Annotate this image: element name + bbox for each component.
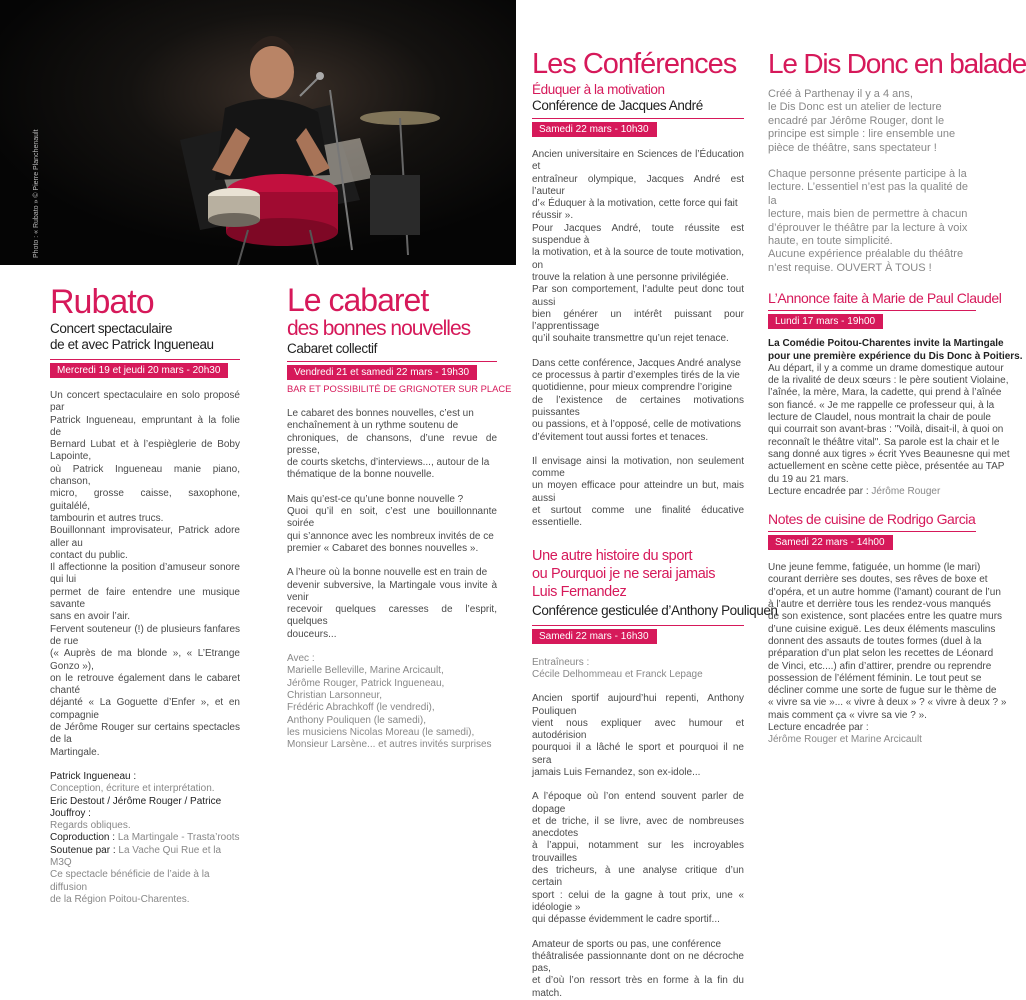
text-line: Au départ, il y a comme un drame domestique autour <box>768 362 1004 374</box>
text-line: des tricheurs, à une analyse critique d’un certain <box>532 865 744 889</box>
notes-description <box>768 562 1007 746</box>
credits-names-role: Regards obliques. <box>50 820 131 832</box>
text-line: Il envisage ainsi la motivation, non seulement comme <box>532 455 744 480</box>
cast-label: Avec : <box>287 653 315 665</box>
text-line: Il affectionne la position d’amuseur sonore qui lui <box>50 562 240 586</box>
rubato-subtitle-2: de et avec Patrick Ingueneau <box>50 337 214 352</box>
text-line: et d’où l’on ressort très en forme à la fin du match. <box>532 975 744 999</box>
text-line: Aucune expérience préalable du théâtre <box>768 248 964 261</box>
conference-2-title-3: Luis Fernandez <box>532 583 627 600</box>
conference-2-title-1: Une autre histoire du sport <box>532 547 693 564</box>
text-line: son fiancé. « Je me rappelle ce professeur qui, à la <box>768 399 995 411</box>
rubato-credits <box>50 771 240 906</box>
conference-1-subtitle: Éduquer à la motivation <box>532 82 665 97</box>
text-line: principe est simple : lire ensemble une <box>768 128 956 141</box>
cabaret-subtitle: Cabaret collectif <box>287 341 377 356</box>
text-line: d’évitement tout aussi fortes et tenaces. <box>532 431 709 443</box>
text-line: permet de faire entendre une musique savante <box>50 586 240 611</box>
conference-2-description <box>532 693 744 1000</box>
cabaret-date-bar: Vendredi 21 et samedi 22 mars - 19h30 <box>287 365 477 380</box>
text-line: thématique de la bonne nouvelle. <box>287 469 435 481</box>
balade-title: Le Dis Donc en balade <box>768 48 1026 79</box>
text-line: Quoi qu’il en soit, c’est une bouillonnante soirée <box>287 506 497 530</box>
text-line: premier « Cabaret des bonnes nouvelles ». <box>287 542 479 554</box>
trainers-names: Cécile Delhommeau et Franck Lepage <box>532 668 703 680</box>
trainers-label: Entraîneurs : <box>532 656 590 668</box>
text-line: à l’appui, notamment sur les incroyables trouvailles <box>532 840 744 864</box>
text-line: théâtralisée passionnante dont on ne décroche pas, <box>532 950 744 975</box>
cast-line: Frédéric Abrachkoff (le vendredi), <box>287 702 435 714</box>
text-line: encadré par Jérôme Rouger, dont le <box>768 114 945 127</box>
photo-illustration <box>0 0 516 265</box>
photo-credit: Photo : « Rubato » © Pierre Planchenault <box>33 129 40 258</box>
text-line: jamais Luis Fernandez, son ex-idole... <box>532 766 701 778</box>
text-line: Chaque personne présente participe à la <box>768 168 967 181</box>
cast-line: Marielle Belleville, Marine Arcicault, <box>287 665 444 677</box>
conference-2-subtitle: Conférence gesticulée d’Anthony Pouliquen <box>532 602 778 618</box>
text-line: Une jeune femme, fatiguée, un homme (le mari) <box>768 562 981 574</box>
cabaret-section <box>287 282 512 751</box>
text-line: lecture. L’essentiel n’est pas la qualité de la <box>768 181 968 207</box>
coproduction-line <box>50 832 240 844</box>
text-line: n’est requise. OUVERT À TOUS ! <box>768 261 932 274</box>
text-line: un moyen efficace pour atteindre un but, mais aussi <box>532 480 744 504</box>
text-line: Un concert spectaculaire en solo proposé par <box>50 390 240 414</box>
text-line: décliner comme une sorte de fugue sur le thème de <box>768 685 997 697</box>
coproduction-value: La Martingale - Trasta’roots <box>115 832 240 844</box>
text-line: micro, grosse caisse, saxophone, guitalélé, <box>50 488 240 512</box>
text-line: Mais qu’est-ce qu’une bonne nouvelle ? <box>287 493 464 505</box>
text-line: devenir subversive, la Martingale vous invite à venir <box>287 579 497 603</box>
text-line: où Patrick Ingueneau manie piano, chanson, <box>50 463 240 488</box>
text-line: de Vinci, etc....) afin d’attirer, prendre ou reprendre <box>768 660 992 672</box>
balade-section <box>768 48 1026 747</box>
cast-line: Christian Larsonneur, <box>287 689 383 701</box>
text-line: Ancien universitaire en Sciences de l’Éducation et <box>532 149 744 173</box>
text-line: donnent des assauts de toutes formes (duel à la <box>768 635 982 647</box>
text-line: d’éprouver le théâtre par la lecture à voix <box>768 221 968 234</box>
text-line: pourquoi il a lâché le sport et pourquoi il ne sera <box>532 742 744 766</box>
text-line: mais comment ça « vivre sa vie ? ». <box>768 709 927 721</box>
text-line: A l’heure où la bonne nouvelle est en train de <box>287 567 488 579</box>
text-line: haute, en toute simplicité. <box>768 235 893 248</box>
text-line: recevoir quelques caresses de l’esprit, quelques <box>287 604 497 628</box>
text-line: reconnaît le théâtre vital". Sa parole est la chair et le <box>768 436 1000 448</box>
region-note-1: Ce spectacle bénéficie de l’aide à la diffusion <box>50 869 210 893</box>
text-line: sang donné aux tigres » écrit Yves Beaunesne qui met <box>768 448 1010 460</box>
cast-line: Monsieur Larsène... et autres invités surprises <box>287 739 492 751</box>
text-line: Par son comportement, l’adulte peut donc tout aussi <box>532 284 744 308</box>
conferences-section <box>532 48 778 1000</box>
text-line: Amateur de sports ou pas, une conférence <box>532 938 722 950</box>
text-line: enchaînement à un rythme soutenu de <box>287 420 459 432</box>
region-note-2: de la Région Poitou-Charentes. <box>50 893 190 905</box>
text-line: lecture, mais bien de permettre à chacun <box>768 208 968 221</box>
credits-heading: Patrick Ingueneau : <box>50 770 137 782</box>
text-line: le Dis Donc est un atelier de lecture <box>768 101 942 114</box>
notes-credit-label: Lecture encadrée par : <box>768 722 869 733</box>
text-line: qui s’annonce avec les nombreux invités de ce <box>287 530 494 542</box>
text-line: Bernard Lubat et à l’espièglerie de Boby Lapointe, <box>50 439 240 463</box>
coproduction-label: Coproduction : <box>50 832 116 844</box>
support-value: La Vache Qui Rue et la M3Q <box>50 844 222 868</box>
notes-title: Notes de cuisine de Rodrigo Garcia <box>768 511 976 528</box>
text-line: on le retrouve également dans le cabaret chanté <box>50 672 240 697</box>
cabaret-description <box>287 408 497 641</box>
conference-2-trainers <box>532 657 744 682</box>
text-line: quotidienne, pour mieux comprendre l’origine <box>532 382 733 394</box>
text-line: d’« Éduquer à la motivation, cette force qui fait <box>532 198 738 210</box>
cabaret-bar-note: BAR ET POSSIBILITÉ DE GRIGNOTER SUR PLACE <box>287 383 512 394</box>
annonce-title: L’Annonce faite à Marie de Paul Claudel <box>768 290 1002 307</box>
text-line: à l’autre et derrière tous les rendez-vous manqués <box>768 599 991 611</box>
text-line: l’aînée, la mère, Mara, la cadette, qui prend à l’aînée <box>768 387 1002 399</box>
cabaret-cast <box>287 653 497 751</box>
cast-line: Anthony Pouliquen (le samedi), <box>287 714 426 726</box>
balade-intro <box>768 88 976 275</box>
text-line: d’opéra, et un autre homme (l’amant) courant de l’un <box>768 586 1001 598</box>
conferences-title: Les Conférences <box>532 48 737 80</box>
text-line: Créé à Parthenay il y a 4 ans, <box>768 88 913 100</box>
cabaret-title-1: Le cabaret <box>287 282 429 318</box>
text-line: entraîneur olympique, Jacques André est l’auteur <box>532 173 744 197</box>
text-line: courant derrière ses doutes, ses rêves de boxe et <box>768 574 988 586</box>
performer-photo <box>0 0 516 265</box>
text-line: qu’il souhaite transmettre qu’un rejet tenace. <box>532 333 729 345</box>
text-line: vient nous expliquer avec humour et autodérision <box>532 717 744 742</box>
text-line: réussir ». <box>532 210 574 222</box>
text-line: tambourin et autres trucs. <box>50 512 164 524</box>
annonce-date-bar: Lundi 17 mars - 19h00 <box>768 314 883 329</box>
text-line: Ancien sportif aujourd’hui repenti, Anthony Pouliquen <box>532 693 744 717</box>
text-line: de la rivalité de deux sœurs : le père soutient Violaine, <box>768 375 1009 387</box>
conference-1-description <box>532 149 744 530</box>
cabaret-title-2: des bonnes nouvelles <box>287 317 471 340</box>
support-label: Soutenue par : <box>50 844 116 856</box>
text-line: la motivation, et à la source de toute motivation, on <box>532 247 744 271</box>
text-line: de l’existence de certaines motivations puissantes <box>532 394 744 418</box>
annonce-credit-name: Jérôme Rouger <box>868 485 941 497</box>
conference-2-title-2: ou Pourquoi je ne serai jamais <box>532 565 716 582</box>
text-line: trouve la relation à une personne privilégiée. <box>532 271 729 283</box>
annonce-description <box>768 338 1023 498</box>
cast-line: Jérôme Rouger, Patrick Ingueneau, <box>287 677 445 689</box>
text-line: pour une première expérience du Dis Donc à Poitiers. <box>768 350 1023 362</box>
text-line: Bouillonnant improvisateur, Patrick adore aller au <box>50 525 240 549</box>
cast-line: les musiciens Nicolas Moreau (le samedi), <box>287 726 475 738</box>
text-line: actuellement en scène cette pièce, présentée au TAP <box>768 461 1005 473</box>
rubato-title: Rubato <box>50 283 154 321</box>
text-line: Patrick Ingueneau, empruntant à la folie de <box>50 414 240 438</box>
text-line: (« Auprès de ma blonde », « L’Etrange Gonzo »), <box>50 648 240 672</box>
rubato-description <box>50 390 240 759</box>
rubato-subtitle-1: Concert spectaculaire <box>50 321 173 336</box>
text-line: possession de l’élément féminin. Le tout peut se <box>768 672 982 684</box>
text-line: lecture de Claudel, nous montrait la chair de poule <box>768 412 991 424</box>
text-line: d’une cuisine exiguë. Les deux éléments masculins <box>768 623 996 635</box>
text-line: La Comédie Poitou-Charentes invite la Martingale <box>768 338 1004 350</box>
text-line: Le cabaret des bonnes nouvelles, c’est un <box>287 408 474 419</box>
text-line: sans en avoir l’air. <box>50 611 131 623</box>
text-line: bien générer un intérêt puissant pour l’apprentissage <box>532 308 744 333</box>
text-line: de courts sketchs, d’interviews..., autour de la <box>287 457 490 469</box>
text-line: Pour Jacques André, toute réussite est suspendue à <box>532 222 744 247</box>
conference-1-speaker: Conférence de Jacques André <box>532 98 703 113</box>
text-line: qui courrait son avant-bras : "Voilà, disait-il, à quoi on <box>768 424 1004 436</box>
annonce-credit-label: Lecture encadrée par : <box>768 485 869 497</box>
text-line: ou passions, et à l’opposé, celle de motivations <box>532 419 742 431</box>
text-line: A l’époque où l’on entend souvent parler de dopage <box>532 791 744 815</box>
text-line: du 19 au 21 mars. <box>768 473 849 485</box>
text-line: contact du public. <box>50 549 128 561</box>
notes-date-bar: Samedi 22 mars - 14h00 <box>768 535 893 550</box>
rubato-date-bar: Mercredi 19 et jeudi 20 mars - 20h30 <box>50 363 228 378</box>
text-line: chroniques, de chansons, d’une revue de presse, <box>287 432 497 456</box>
text-line: de Jérôme Rouger sur certains spectacles de la <box>50 722 240 746</box>
annonce-credit <box>768 486 976 498</box>
support-line <box>50 845 240 870</box>
conference-2-date-bar: Samedi 22 mars - 16h30 <box>532 629 657 644</box>
credits-role: Conception, écriture et interprétation. <box>50 783 215 795</box>
notes-credit-names: Jérôme Rouger et Marine Arcicault <box>768 734 922 746</box>
text-line: ce processus à partir d’exemples tirés de la vie <box>532 370 740 382</box>
rubato-section <box>50 283 240 906</box>
text-line: et de triche, il se livre, avec de nombreuses anecdotes <box>532 815 744 840</box>
text-line: pièce de théâtre, sans spectateur ! <box>768 141 937 154</box>
text-line: et surtout comme une finalité éducative essentielle. <box>532 505 744 529</box>
conference-1-date-bar: Samedi 22 mars - 10h30 <box>532 122 657 137</box>
text-line: Fervent souteneur (!) de plusieurs fanfares de rue <box>50 623 240 647</box>
text-line: « vivre sa vie »... « vivre à deux » ? « vivre à deux ? » <box>768 697 1007 709</box>
text-line: sport : celui de la gagne à tout prix, une « idéologie » <box>532 889 744 913</box>
text-line: de son existence, sont placées entre les quatre murs <box>768 611 1003 623</box>
text-line: Martingale. <box>50 746 100 758</box>
credits-names: Eric Destout / Jérôme Rouger / Patrice Jouffroy : <box>50 795 222 819</box>
conference-2-heading <box>532 547 778 619</box>
text-line: douceurs... <box>287 628 337 640</box>
text-line: déjanté « La Goguette d’Enfer », et en compagnie <box>50 697 240 721</box>
text-line: qui dépasse évidemment le cadre sportif... <box>532 914 720 926</box>
text-line: préparation d’un plat selon les recettes de Léonard <box>768 648 994 660</box>
text-line: Dans cette conférence, Jacques André analyse <box>532 357 742 369</box>
